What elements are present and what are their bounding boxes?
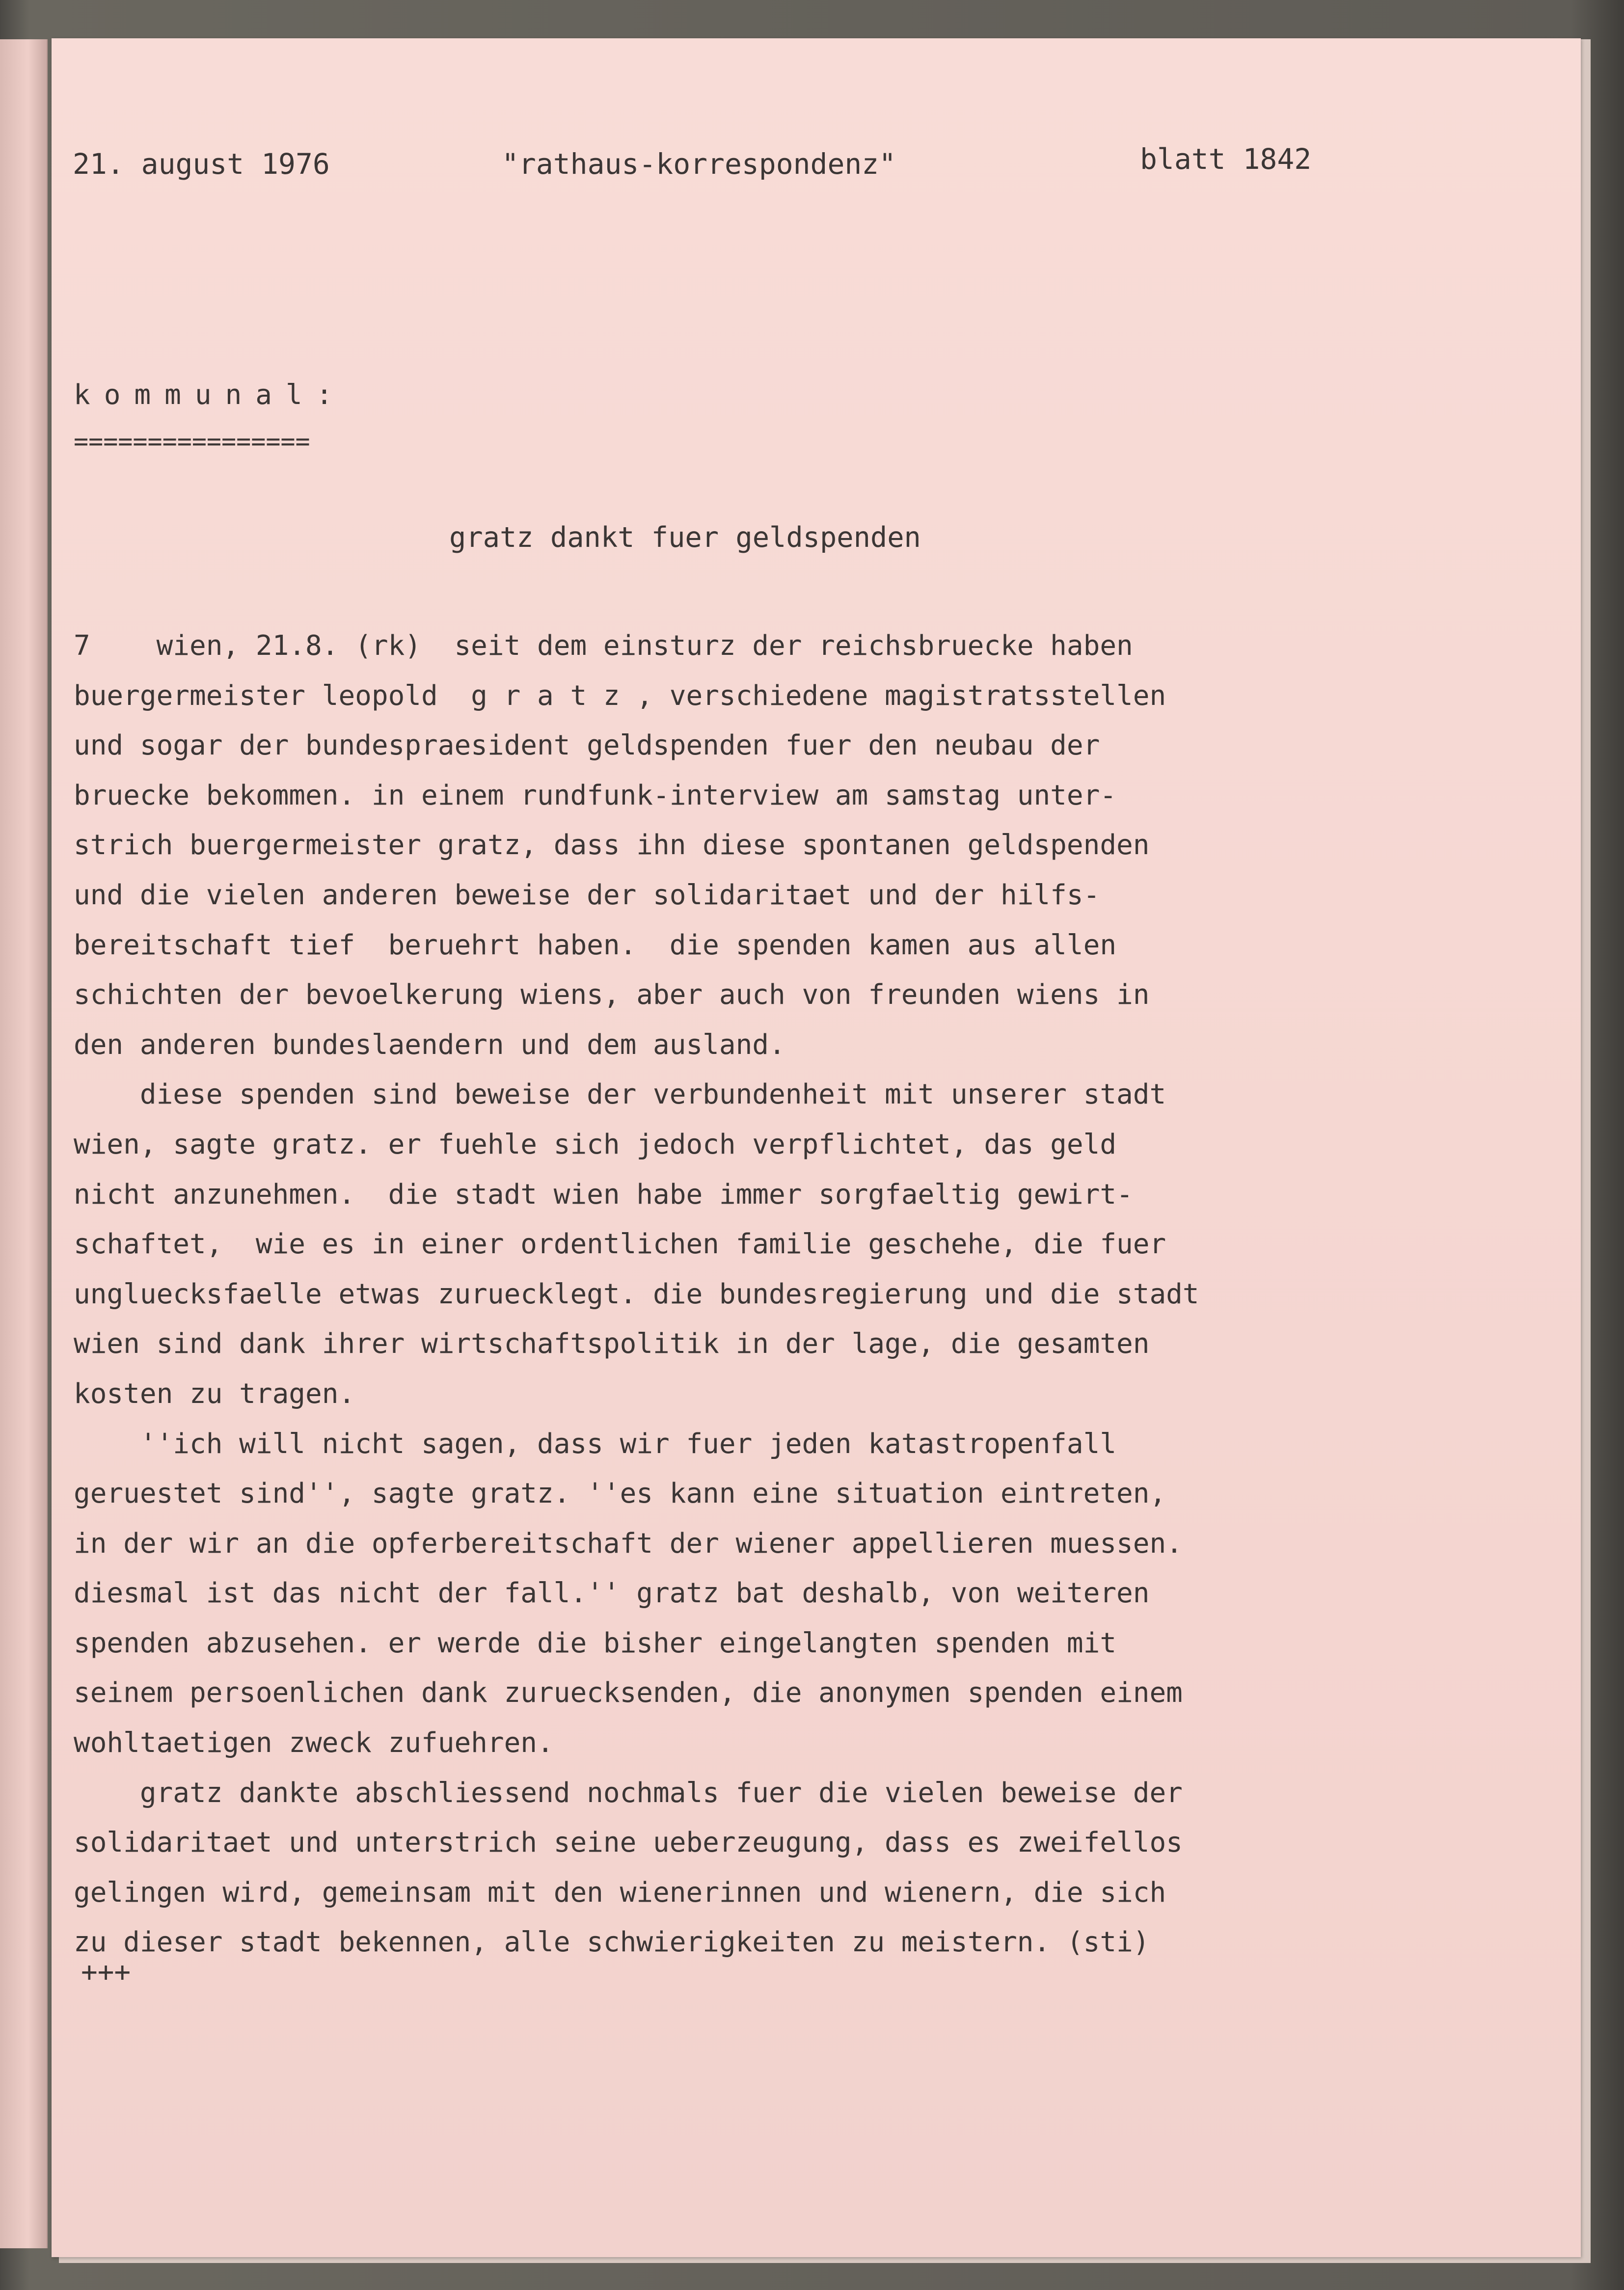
- body-line: diesmal ist das nicht der fall.'' gratz bat deshalb, von weiteren: [74, 1577, 1150, 1610]
- body-line: schaftet, wie es in einer ordentlichen familie geschehe, die fuer: [74, 1228, 1166, 1261]
- body-line: 7 wien, 21.8. (rk) seit dem einsturz der reichsbruecke haben: [74, 630, 1133, 662]
- body-line: zu dieser stadt bekennen, alle schwierigkeiten zu meistern. (sti): [74, 1926, 1150, 1959]
- body-line: in der wir an die opferbereitschaft der wiener appellieren muessen.: [74, 1527, 1183, 1560]
- header-page-number: blatt 1842: [1140, 142, 1312, 176]
- body-line: den anderen bundeslaendern und dem ausland.: [74, 1028, 785, 1061]
- end-mark: +++: [81, 1956, 131, 1988]
- body-line: wien, sagte gratz. er fuehle sich jedoch verpflichtet, das geld: [74, 1128, 1117, 1160]
- body-line: geruestet sind'', sagte gratz. ''es kann eine situation eintreten,: [74, 1478, 1166, 1510]
- adjacent-page-edge: [0, 39, 48, 2248]
- body-line: kosten zu tragen.: [74, 1377, 355, 1410]
- body-line: nicht anzunehmen. die stadt wien habe immer sorgfaeltig gewirt-: [74, 1178, 1133, 1211]
- body-line: solidaritaet und unterstrich seine ueberzeugung, dass es zweifellos: [74, 1827, 1183, 1859]
- body-line: und sogar der bundespraesident geldspenden fuer den neubau der: [74, 729, 1100, 762]
- body-line: bereitschaft tief beruehrt haben. die spenden kamen aus allen: [74, 929, 1117, 961]
- section-underline: ================: [74, 427, 310, 456]
- body-line: wohltaetigen zweck zufuehren.: [74, 1727, 554, 1759]
- header-date: 21. august 1976: [73, 147, 330, 181]
- body-line: gelingen wird, gemeinsam mit den wienerinnen und wienern, die sich: [74, 1876, 1166, 1909]
- article-body: [74, 621, 1546, 1967]
- body-line: schichten der bevoelkerung wiens, aber auch von freunden wiens in: [74, 979, 1150, 1011]
- section-title: kommunal:: [74, 379, 347, 411]
- body-line: und die vielen anderen beweise der solidaritaet und der hilfs-: [74, 879, 1100, 911]
- article-headline: gratz dankt fuer geldspenden: [449, 521, 921, 554]
- body-line: diese spenden sind beweise der verbundenheit mit unserer stadt: [74, 1078, 1166, 1111]
- body-line: ''ich will nicht sagen, dass wir fuer jeden katastropenfall: [74, 1428, 1117, 1460]
- body-line: ungluecksfaelle etwas zuruecklegt. die bundesregierung und die stadt: [74, 1278, 1199, 1310]
- body-line: bruecke bekommen. in einem rundfunk-interview am samstag unter-: [74, 779, 1117, 811]
- body-line: gratz dankte abschliessend nochmals fuer die vielen beweise der: [74, 1777, 1183, 1809]
- header-publication: "rathaus-korrespondenz": [502, 147, 896, 181]
- body-line: seinem persoenlichen dank zuruecksenden, die anonymen spenden einem: [74, 1677, 1183, 1709]
- body-line: buergermeister leopold g r a t z , verschiedene magistratsstellen: [74, 679, 1166, 712]
- body-line: wien sind dank ihrer wirtschaftspolitik in der lage, die gesamten: [74, 1328, 1150, 1360]
- body-line: spenden abzusehen. er werde die bisher eingelangten spenden mit: [74, 1627, 1117, 1659]
- body-line: strich buergermeister gratz, dass ihn diese spontanen geldspenden: [74, 829, 1150, 862]
